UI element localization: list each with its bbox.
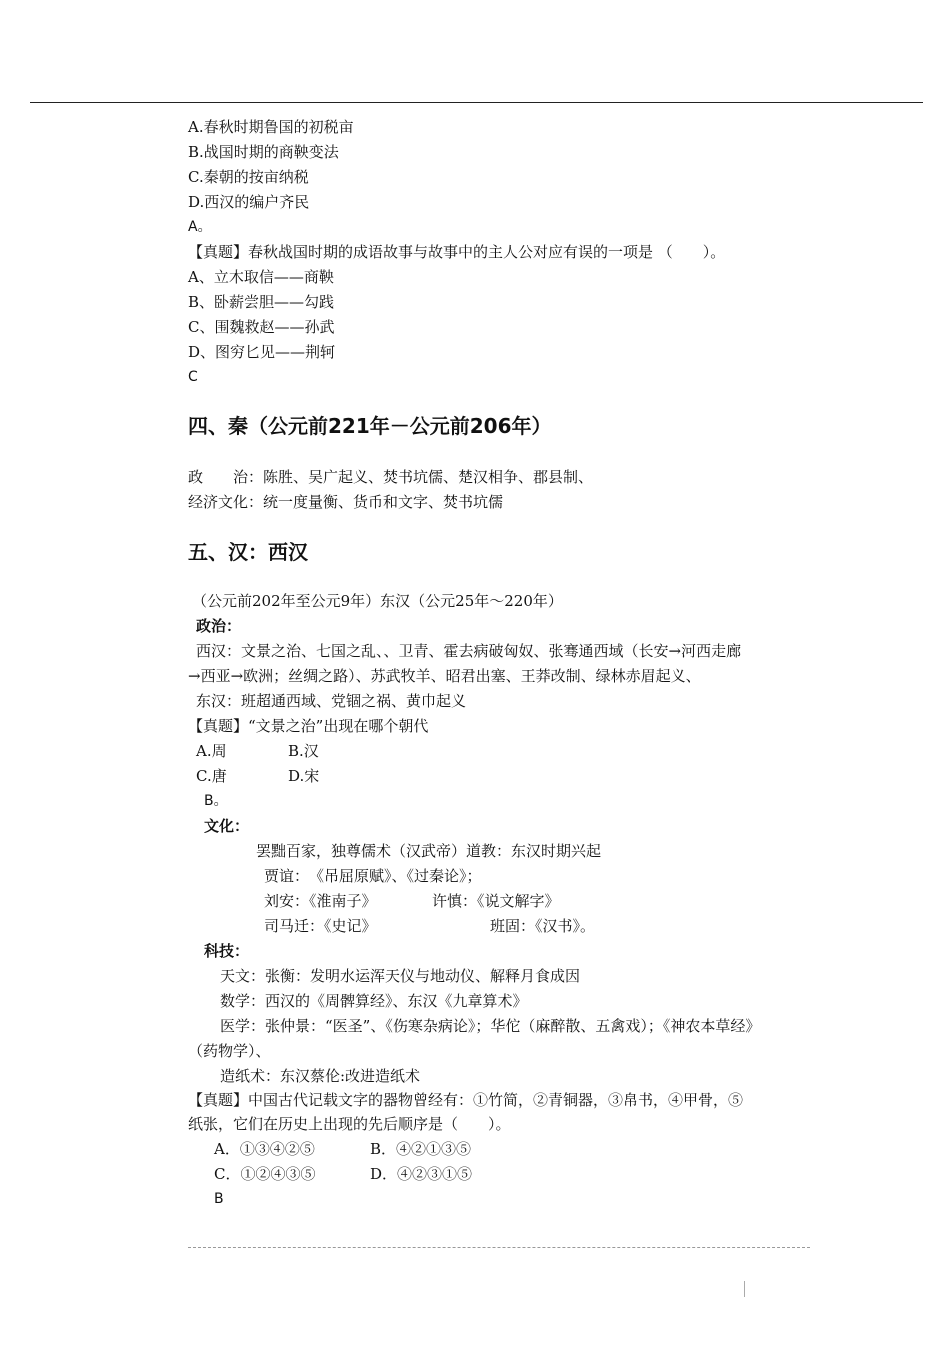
han-period: （公元前202年至公元9年）东汉（公元25年～220年）: [192, 592, 563, 610]
wenjing-option-d: D.宋: [288, 767, 320, 785]
politics-label: 政治：: [196, 617, 242, 635]
science-astronomy: 天文：张衡：发明水运浑天仪与地动仪、解释月食成因: [220, 967, 581, 985]
wenjing-option-b: B.汉: [288, 742, 319, 760]
writing-option-b: B．④②①③⑤: [370, 1140, 472, 1158]
option-d: D.西汉的编户齐民: [188, 193, 310, 211]
writing-question-line-2: 纸张，它们在历史上出现的先后顺序是（ ）。: [188, 1115, 511, 1133]
section-heading-han: 五、汉：西汉: [188, 540, 308, 564]
writing-question-line-1: 【真题】中国古代记载文字的器物曾经有：①竹简，②青铜器，③帛书，④甲骨，⑤: [188, 1091, 744, 1109]
margin-mark: [744, 1281, 749, 1297]
writing-answer: B: [214, 1191, 224, 1207]
qin-economy-culture: 经济文化：统一度量衡、货币和文字、焚书坑儒: [188, 493, 504, 511]
science-medicine-line-1: 医学：张仲景：“医圣”、《伤寒杂病论》；华佗（麻醉散、五禽戏）；《神农本草经》: [220, 1017, 761, 1035]
culture-line-1: 罢黜百家，独尊儒术（汉武帝）道教：东汉时期兴起: [256, 842, 602, 860]
quiz-option-c: C、围魏救赵——孙武: [188, 318, 335, 336]
science-paper: 造纸术：东汉蔡伦:改进造纸术: [220, 1067, 421, 1085]
quiz-option-d: D、图穷匕见——荆轲: [188, 343, 336, 361]
footer-rule: [188, 1247, 810, 1248]
answer: A。: [188, 219, 212, 235]
wenjing-answer: B。: [204, 793, 228, 809]
culture-line-3-left: 刘安：《淮南子》: [264, 892, 377, 910]
option-c: C.秦朝的按亩纳税: [188, 168, 309, 186]
header-rule: [30, 102, 923, 103]
writing-option-c: C．①②④③⑤: [214, 1165, 316, 1183]
quiz-option-b: B、卧薪尝胆——勾践: [188, 293, 335, 311]
writing-option-a: A．①③④②⑤: [214, 1140, 315, 1158]
wenjing-question: 【真题】“文景之治”出现在哪个朝代: [188, 717, 429, 735]
quiz-option-a: A、立木取信——商鞅: [188, 268, 334, 286]
science-label: 科技：: [204, 942, 250, 960]
western-han-line-2: →西亚→欧洲；丝绸之路）、苏武牧羊、昭君出塞、王莽改制、绿林赤眉起义、: [188, 667, 701, 685]
culture-label: 文化：: [204, 817, 250, 835]
western-han-line-1: 西汉：文景之治、七国之乱、、卫青、霍去病破匈奴、张骞通西域（长安→河西走廊: [196, 642, 742, 660]
science-math: 数学：西汉的《周髀算经》、东汉《九章算术》: [220, 992, 528, 1010]
culture-line-4-left: 司马迁：《史记》: [264, 917, 377, 935]
section-heading-qin: 四、秦（公元前221年－公元前206年）: [188, 414, 552, 438]
wenjing-option-c: C.唐: [196, 767, 227, 785]
option-a: A.春秋时期鲁国的初税亩: [188, 118, 354, 136]
culture-line-2: 贾谊： 《吊屈原赋》、《过秦论》；: [264, 867, 482, 885]
quiz-answer: C: [188, 369, 198, 385]
option-b: B.战国时期的商鞅变法: [188, 143, 339, 161]
culture-line-3-right: 许慎：《说文解字》: [432, 892, 560, 910]
writing-option-d: D．④②③①⑤: [370, 1165, 473, 1183]
qin-politics: 政 治：陈胜、吴广起义、焚书坑儒、楚汉相争、郡县制、: [188, 468, 594, 486]
eastern-han: 东汉：班超通西域、党锢之祸、黄巾起义: [196, 692, 467, 710]
wenjing-option-a: A.周: [196, 742, 227, 760]
quiz-question: 【真题】春秋战国时期的成语故事与故事中的主人公对应有误的一项是 （ ）。: [188, 243, 726, 261]
science-medicine-line-2: （药物学）、: [188, 1042, 271, 1060]
culture-line-4-right: 班固：《汉书》。: [490, 917, 596, 935]
